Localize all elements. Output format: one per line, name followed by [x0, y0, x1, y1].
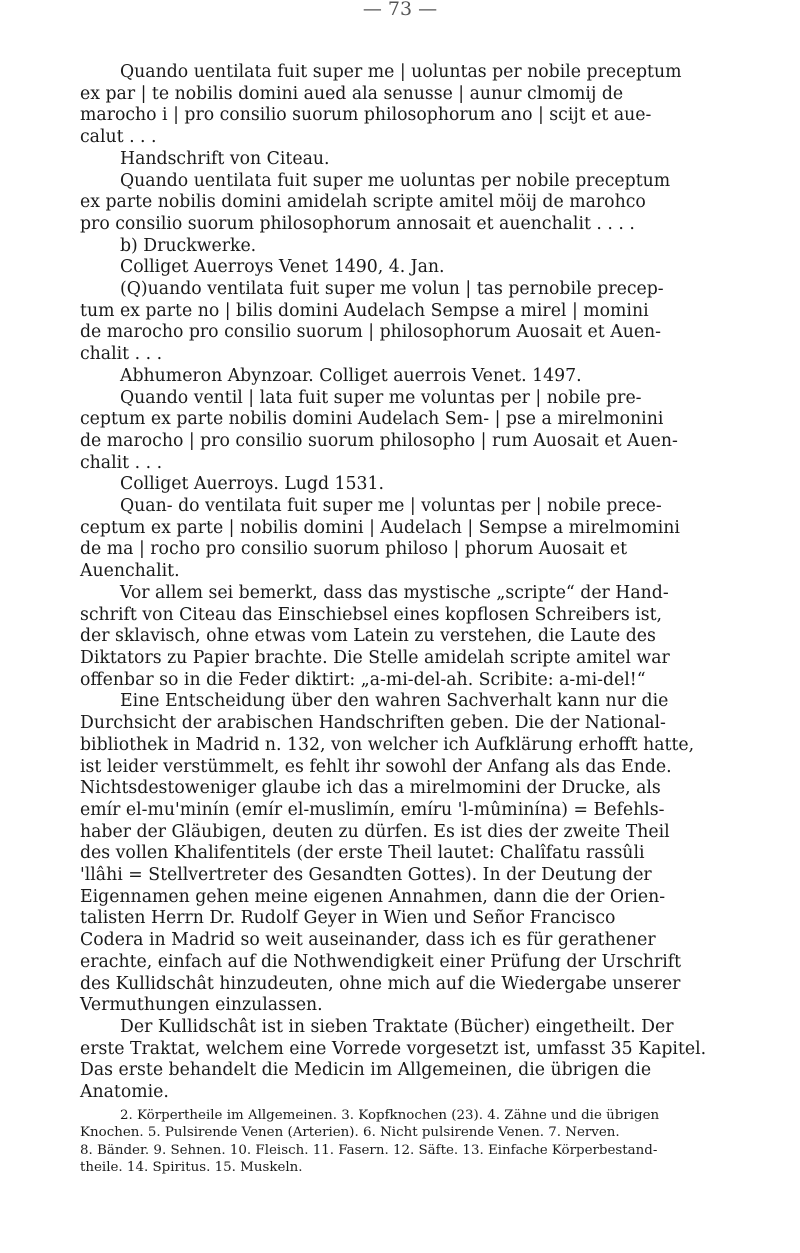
page-number: — 73 — [362, 0, 438, 20]
text-line: de marocho pro consilio suorum | philosophorum Auosait et Auen- [80, 322, 662, 343]
text-line: marocho i | pro consilio suorum philosophorum ano | scijt et aue- [80, 105, 652, 126]
text-line: erachte, einfach auf die Nothwendigkeit einer Prüfung der Urschrift [80, 951, 682, 972]
text-line: Handschrift von Citeau. [120, 148, 330, 169]
text-line: ex par | te nobilis domini aued ala senusse | aunur clmomij de [80, 83, 624, 104]
text-line: bibliothek in Madrid n. 132, von welcher ich Aufklärung erhofft hatte, [80, 734, 695, 755]
text-line: Vermuthungen einzulassen. [80, 995, 323, 1016]
text-line: Codera in Madrid so weit auseinander, dass ich es für gerathener [80, 930, 656, 951]
text-line: Durchsicht der arabischen Handschriften geben. Die der National- [80, 713, 666, 734]
text-line: Quando ventil | lata fuit super me voluntas per | nobile pre- [120, 387, 642, 408]
text-line: offenbar so in die Feder diktirt: „a-mi-del-ah. Scribite: a-mi-del!“ [80, 669, 646, 690]
text-line: Abhumeron Abynzoar. Colliget auerrois Venet. 1497. [120, 365, 582, 386]
text-line: 'llâhi = Stellvertreter des Gesandten Gottes). In der Deutung der [80, 865, 652, 886]
text-line: Eine Entscheidung über den wahren Sachverhalt kann nur die [120, 691, 669, 712]
text-line: Colliget Auerroys Venet 1490, 4. Jan. [120, 257, 445, 278]
text-line: Auenchalit. [80, 561, 180, 582]
text-line: Quan- do ventilata fuit super me | voluntas per | nobile prece- [120, 496, 662, 517]
text-line: tum ex parte no | bilis domini Audelach Sempse a mirel | momini [80, 300, 649, 321]
text-line: emír el-mu'minín (emír el-muslimín, emíru 'l-mûminína) = Befehls- [80, 799, 665, 820]
text-line: erste Traktat, welchem eine Vorrede vorgesetzt ist, umfasst 35 Kapitel. [80, 1038, 707, 1059]
section-heading: b) Druckwerke. [120, 235, 257, 256]
page-body [80, 62, 740, 1177]
text-line: de marocho | pro consilio suorum philosopho | rum Auosait et Auen- [80, 430, 678, 451]
text-line: chalit . . . [80, 452, 163, 473]
text-line: talisten Herrn Dr. Rudolf Geyer in Wien und Señor Francisco [80, 908, 616, 929]
text-line: haber der Gläubigen, deuten zu dürfen. Es ist dies der zweite Theil [80, 821, 670, 842]
text-line: Eigennamen gehen meine eigenen Annahmen, dann die der Orien- [80, 886, 666, 907]
text-line: der sklavisch, ohne etwas vom Latein zu verstehen, die Laute des [80, 626, 656, 647]
text-line: ex parte nobilis domini amidelah scripte amitel möij de marohco [80, 192, 646, 213]
text-line: Quando uentilata fuit super me uoluntas per nobile preceptum [120, 170, 671, 191]
footnote-line: theile. 14. Spiritus. 15. Muskeln. [80, 1160, 303, 1176]
text-line: Anatomie. [80, 1082, 169, 1103]
text-line: calut . . . [80, 127, 157, 148]
text-line: de ma | rocho pro consilio suorum philoso | phorum Auosait et [80, 539, 628, 560]
text-line: schrift von Citeau das Einschiebsel eines kopflosen Schreibers ist, [80, 604, 663, 625]
footnote-line: 2. Körpertheile im Allgemeinen. 3. Kopfknochen (23). 4. Zähne und die übrigen [120, 1107, 660, 1123]
text-line: Colliget Auerroys. Lugd 1531. [120, 474, 385, 495]
text-line: ceptum ex parte | nobilis domini | Audelach | Sempse a mirelmomini [80, 517, 680, 538]
text-line: Quando uentilata fuit super me | uoluntas per nobile preceptum [120, 62, 682, 82]
text-line: Nichtsdestoweniger glaube ich das a mirelmomini der Drucke, als [80, 778, 661, 799]
text-line: pro consilio suorum philosophorum annosait et auenchalit . . . . [80, 213, 635, 234]
text-line: des Kullidschât hinzudeuten, ohne mich auf die Wiedergabe unserer [80, 973, 681, 994]
footnote-line: Knochen. 5. Pulsirende Venen (Arterien). 6. Nicht pulsirende Venen. 7. Nerven. [80, 1125, 620, 1141]
text-line: Diktators zu Papier brachte. Die Stelle amidelah scripte amitel war [80, 647, 670, 668]
text-line: ist leider verstümmelt, es fehlt ihr sowohl der Anfang als das Ende. [80, 756, 672, 777]
footnote-line: 8. Bänder. 9. Sehnen. 10. Fleisch. 11. Fasern. 12. Säfte. 13. Einfache Körperbestand- [80, 1142, 658, 1158]
text-line: ceptum ex parte nobilis domini Audelach Sem- | pse a mirelmonini [80, 409, 664, 430]
text-line: des vollen Khalifentitels (der erste Theil lautet: Chalîfatu rassûli [80, 843, 645, 864]
footnote-block [80, 1107, 740, 1177]
text-line: Vor allem sei bemerkt, dass das mystische „scripte“ der Hand- [120, 582, 669, 603]
text-line: chalit . . . [80, 344, 163, 365]
text-line: (Q)uando ventilata fuit super me volun | tas pernobile precep- [120, 279, 664, 300]
text-line: Das erste behandelt die Medicin im Allgemeinen, die übrigen die [80, 1060, 652, 1081]
text-line: Der Kullidschât ist in sieben Traktate (Bücher) eingetheilt. Der [120, 1016, 674, 1037]
